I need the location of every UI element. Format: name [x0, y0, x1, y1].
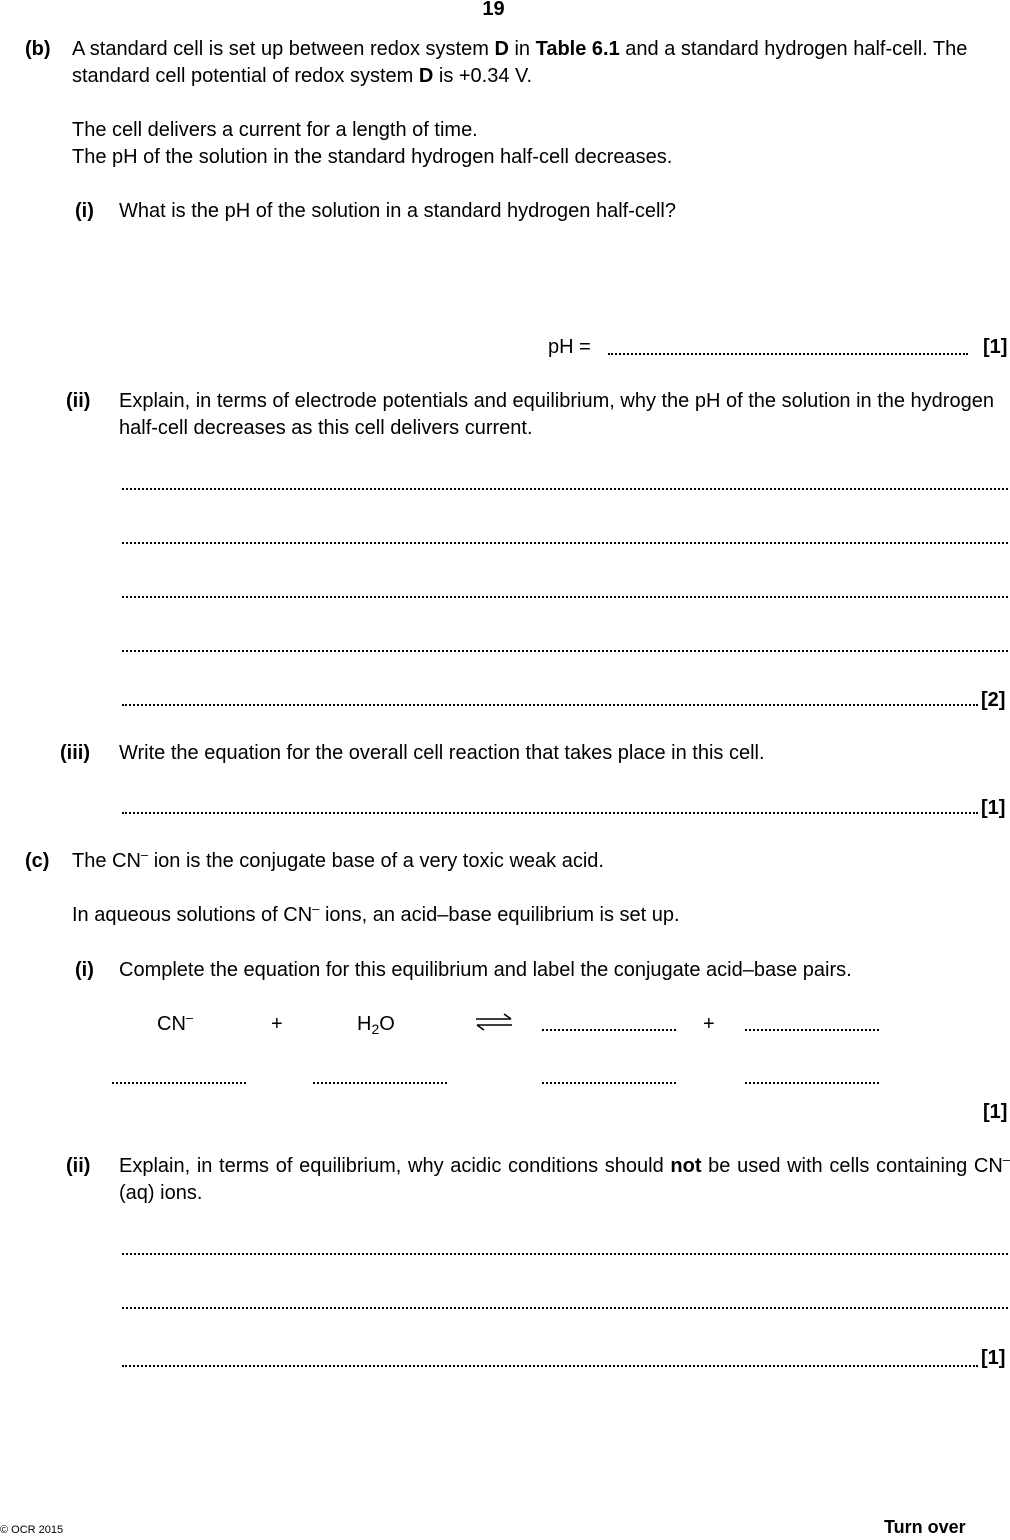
- mark-b-iii: [1]: [981, 797, 1006, 819]
- equilibrium-arrow-icon: [474, 1012, 514, 1032]
- answer-line[interactable]: [122, 700, 978, 706]
- part-b-label: (b): [25, 38, 51, 60]
- part-b-ii-question: Explain, in terms of electrode potentials and equilibrium, why the pH of the solution in the hydrogen half-cell decreases as this cell delivers current.: [119, 390, 994, 439]
- equation-plus: +: [271, 1013, 283, 1035]
- part-b-iii-label: (iii): [60, 742, 90, 764]
- pair-label-line[interactable]: [313, 1078, 447, 1084]
- pair-label-line[interactable]: [542, 1078, 676, 1084]
- product-answer-line[interactable]: [745, 1025, 879, 1031]
- part-c-label: (c): [25, 850, 50, 872]
- part-b-line1: The cell delivers a current for a length of time.: [72, 119, 478, 141]
- part-b-i-label: (i): [75, 200, 94, 222]
- part-c-i-label: (i): [75, 959, 94, 981]
- part-b-iii-question: Write the equation for the overall cell reaction that takes place in this cell.: [119, 742, 765, 764]
- answer-line[interactable]: [122, 1361, 978, 1367]
- ph-answer-line[interactable]: [608, 349, 968, 355]
- part-c-ii-question: Explain, in terms of equilibrium, why acidic conditions should not be used with cells containing CN–(aq) ions.: [119, 1152, 1010, 1204]
- part-c-line2: In aqueous solutions of CN– ions, an acid–base equilibrium is set up.: [72, 901, 680, 926]
- part-c-ii-label: (ii): [66, 1155, 91, 1177]
- part-c-intro: The CN– ion is the conjugate base of a very toxic weak acid.: [72, 847, 604, 872]
- answer-line[interactable]: [122, 1249, 1008, 1255]
- part-b-line2: The pH of the solution in the standard hydrogen half-cell decreases.: [72, 146, 673, 168]
- answer-line[interactable]: [122, 592, 1008, 598]
- equation-cn: CN–: [157, 1010, 194, 1035]
- answer-line[interactable]: [122, 1303, 1008, 1309]
- page-number: 19: [482, 0, 505, 20]
- part-b-ii-label: (ii): [66, 390, 91, 412]
- mark-b-ii: [2]: [981, 689, 1006, 711]
- answer-line[interactable]: [122, 484, 1008, 490]
- answer-line[interactable]: [122, 538, 1008, 544]
- mark-c-i: [1]: [983, 1101, 1008, 1123]
- mark-b-i: [1]: [983, 336, 1008, 358]
- mark-c-ii: [1]: [981, 1347, 1006, 1369]
- answer-line[interactable]: [122, 808, 978, 814]
- answer-line[interactable]: [122, 646, 1008, 652]
- equation-plus: +: [703, 1013, 715, 1035]
- part-b-intro: A standard cell is set up between redox system D in Table 6.1 and a standard hydrogen half-cell. The standard cell potential of redox system D is +0.34 V.: [72, 38, 968, 87]
- equation-water: $H_2O$: [357, 1013, 395, 1037]
- part-c-i-question: Complete the equation for this equilibrium and label the conjugate acid–base pairs.: [119, 959, 852, 981]
- copyright-notice: © OCR 2015: [0, 1524, 64, 1536]
- pair-label-line[interactable]: [112, 1078, 246, 1084]
- pair-label-line[interactable]: [745, 1078, 879, 1084]
- part-b-i-question: What is the pH of the solution in a standard hydrogen half-cell?: [119, 200, 676, 222]
- ph-answer-label: pH =: [548, 336, 591, 358]
- turn-over-label: Turn over: [884, 1517, 966, 1537]
- product-answer-line[interactable]: [542, 1025, 676, 1031]
